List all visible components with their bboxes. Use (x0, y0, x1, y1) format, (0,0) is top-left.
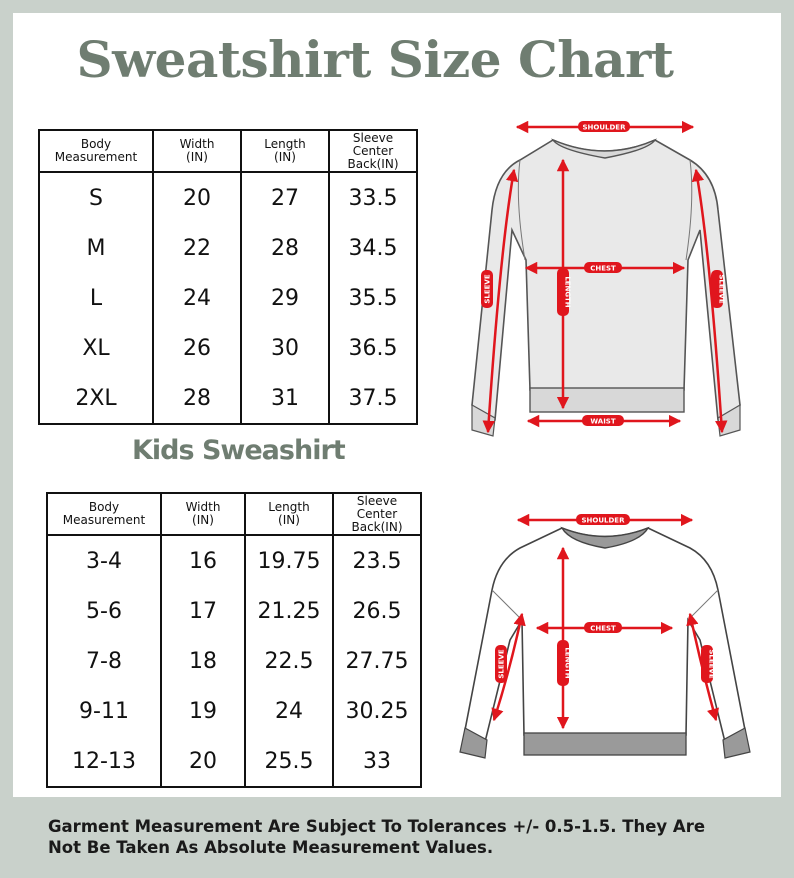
width-cell: 18 (161, 636, 245, 686)
kids-chest-label: CHEST (590, 624, 616, 633)
header-body-measurement: Body Measurement (47, 493, 161, 535)
size-cell: 2XL (39, 373, 153, 424)
sleeve-cell: 23.5 (333, 535, 421, 586)
sleeve-cell: 36.5 (329, 323, 417, 373)
size-cell: M (39, 223, 153, 273)
length-cell: 19.75 (245, 535, 333, 586)
size-cell: 12-13 (47, 736, 161, 787)
chest-label: CHEST (590, 264, 616, 273)
kids-section-title: Kids Sweashirt (132, 435, 345, 466)
sleeve-label-right: SLEEVE (717, 274, 726, 304)
sleeve-cell: 35.5 (329, 273, 417, 323)
size-cell: S (39, 172, 153, 223)
tolerance-note-line-1: Garment Measurement Are Subject To Tolerances +/- 0.5-1.5. They Are (48, 817, 706, 836)
length-cell: 29 (241, 273, 329, 323)
sleeve-cell: 34.5 (329, 223, 417, 273)
width-cell: 28 (153, 373, 241, 424)
size-cell: 9-11 (47, 686, 161, 736)
header-sleeve: Sleeve Center Back(IN) (333, 493, 421, 535)
kids-length-label: LENGTH (563, 647, 572, 679)
length-cell: 21.25 (245, 586, 333, 636)
header-width: Width (IN) (153, 130, 241, 172)
header-length: Length (IN) (245, 493, 333, 535)
sleeve-cell: 33.5 (329, 172, 417, 223)
width-cell: 20 (153, 172, 241, 223)
sleeve-cell: 30.25 (333, 686, 421, 736)
width-cell: 22 (153, 223, 241, 273)
size-cell: XL (39, 323, 153, 373)
shoulder-label: SHOULDER (582, 123, 626, 132)
kids-shoulder-label: SHOULDER (581, 516, 625, 525)
kids-sleeve-label-right: SLEEVE (707, 649, 716, 679)
sleeve-cell: 37.5 (329, 373, 417, 424)
width-cell: 16 (161, 535, 245, 586)
header-body-measurement: Body Measurement (39, 130, 153, 172)
header-width: Width (IN) (161, 493, 245, 535)
size-cell: 7-8 (47, 636, 161, 686)
size-cell: 3-4 (47, 535, 161, 586)
length-cell: 31 (241, 373, 329, 424)
sleeve-label-left: SLEEVE (483, 274, 492, 304)
width-cell: 17 (161, 586, 245, 636)
header-length: Length (IN) (241, 130, 329, 172)
width-cell: 20 (161, 736, 245, 787)
length-cell: 24 (245, 686, 333, 736)
width-cell: 24 (153, 273, 241, 323)
width-cell: 26 (153, 323, 241, 373)
length-cell: 28 (241, 223, 329, 273)
length-cell: 30 (241, 323, 329, 373)
size-cell: L (39, 273, 153, 323)
header-sleeve: Sleeve Center Back(IN) (329, 130, 417, 172)
size-cell: 5-6 (47, 586, 161, 636)
tolerance-note-line-2: Not Be Taken As Absolute Measurement Values. (48, 838, 494, 857)
length-cell: 27 (241, 172, 329, 223)
width-cell: 19 (161, 686, 245, 736)
tolerance-note (48, 816, 768, 858)
length-cell: 22.5 (245, 636, 333, 686)
kids-sweatshirt-icon (460, 528, 750, 758)
sleeve-cell: 26.5 (333, 586, 421, 636)
length-label: LENGTH (563, 276, 572, 308)
sleeve-cell: 27.75 (333, 636, 421, 686)
waist-label: WAIST (590, 417, 616, 426)
page-title: Sweatshirt Size Chart (76, 30, 674, 89)
length-cell: 25.5 (245, 736, 333, 787)
kids-sleeve-label-left: SLEEVE (497, 649, 506, 679)
sleeve-cell: 33 (333, 736, 421, 787)
